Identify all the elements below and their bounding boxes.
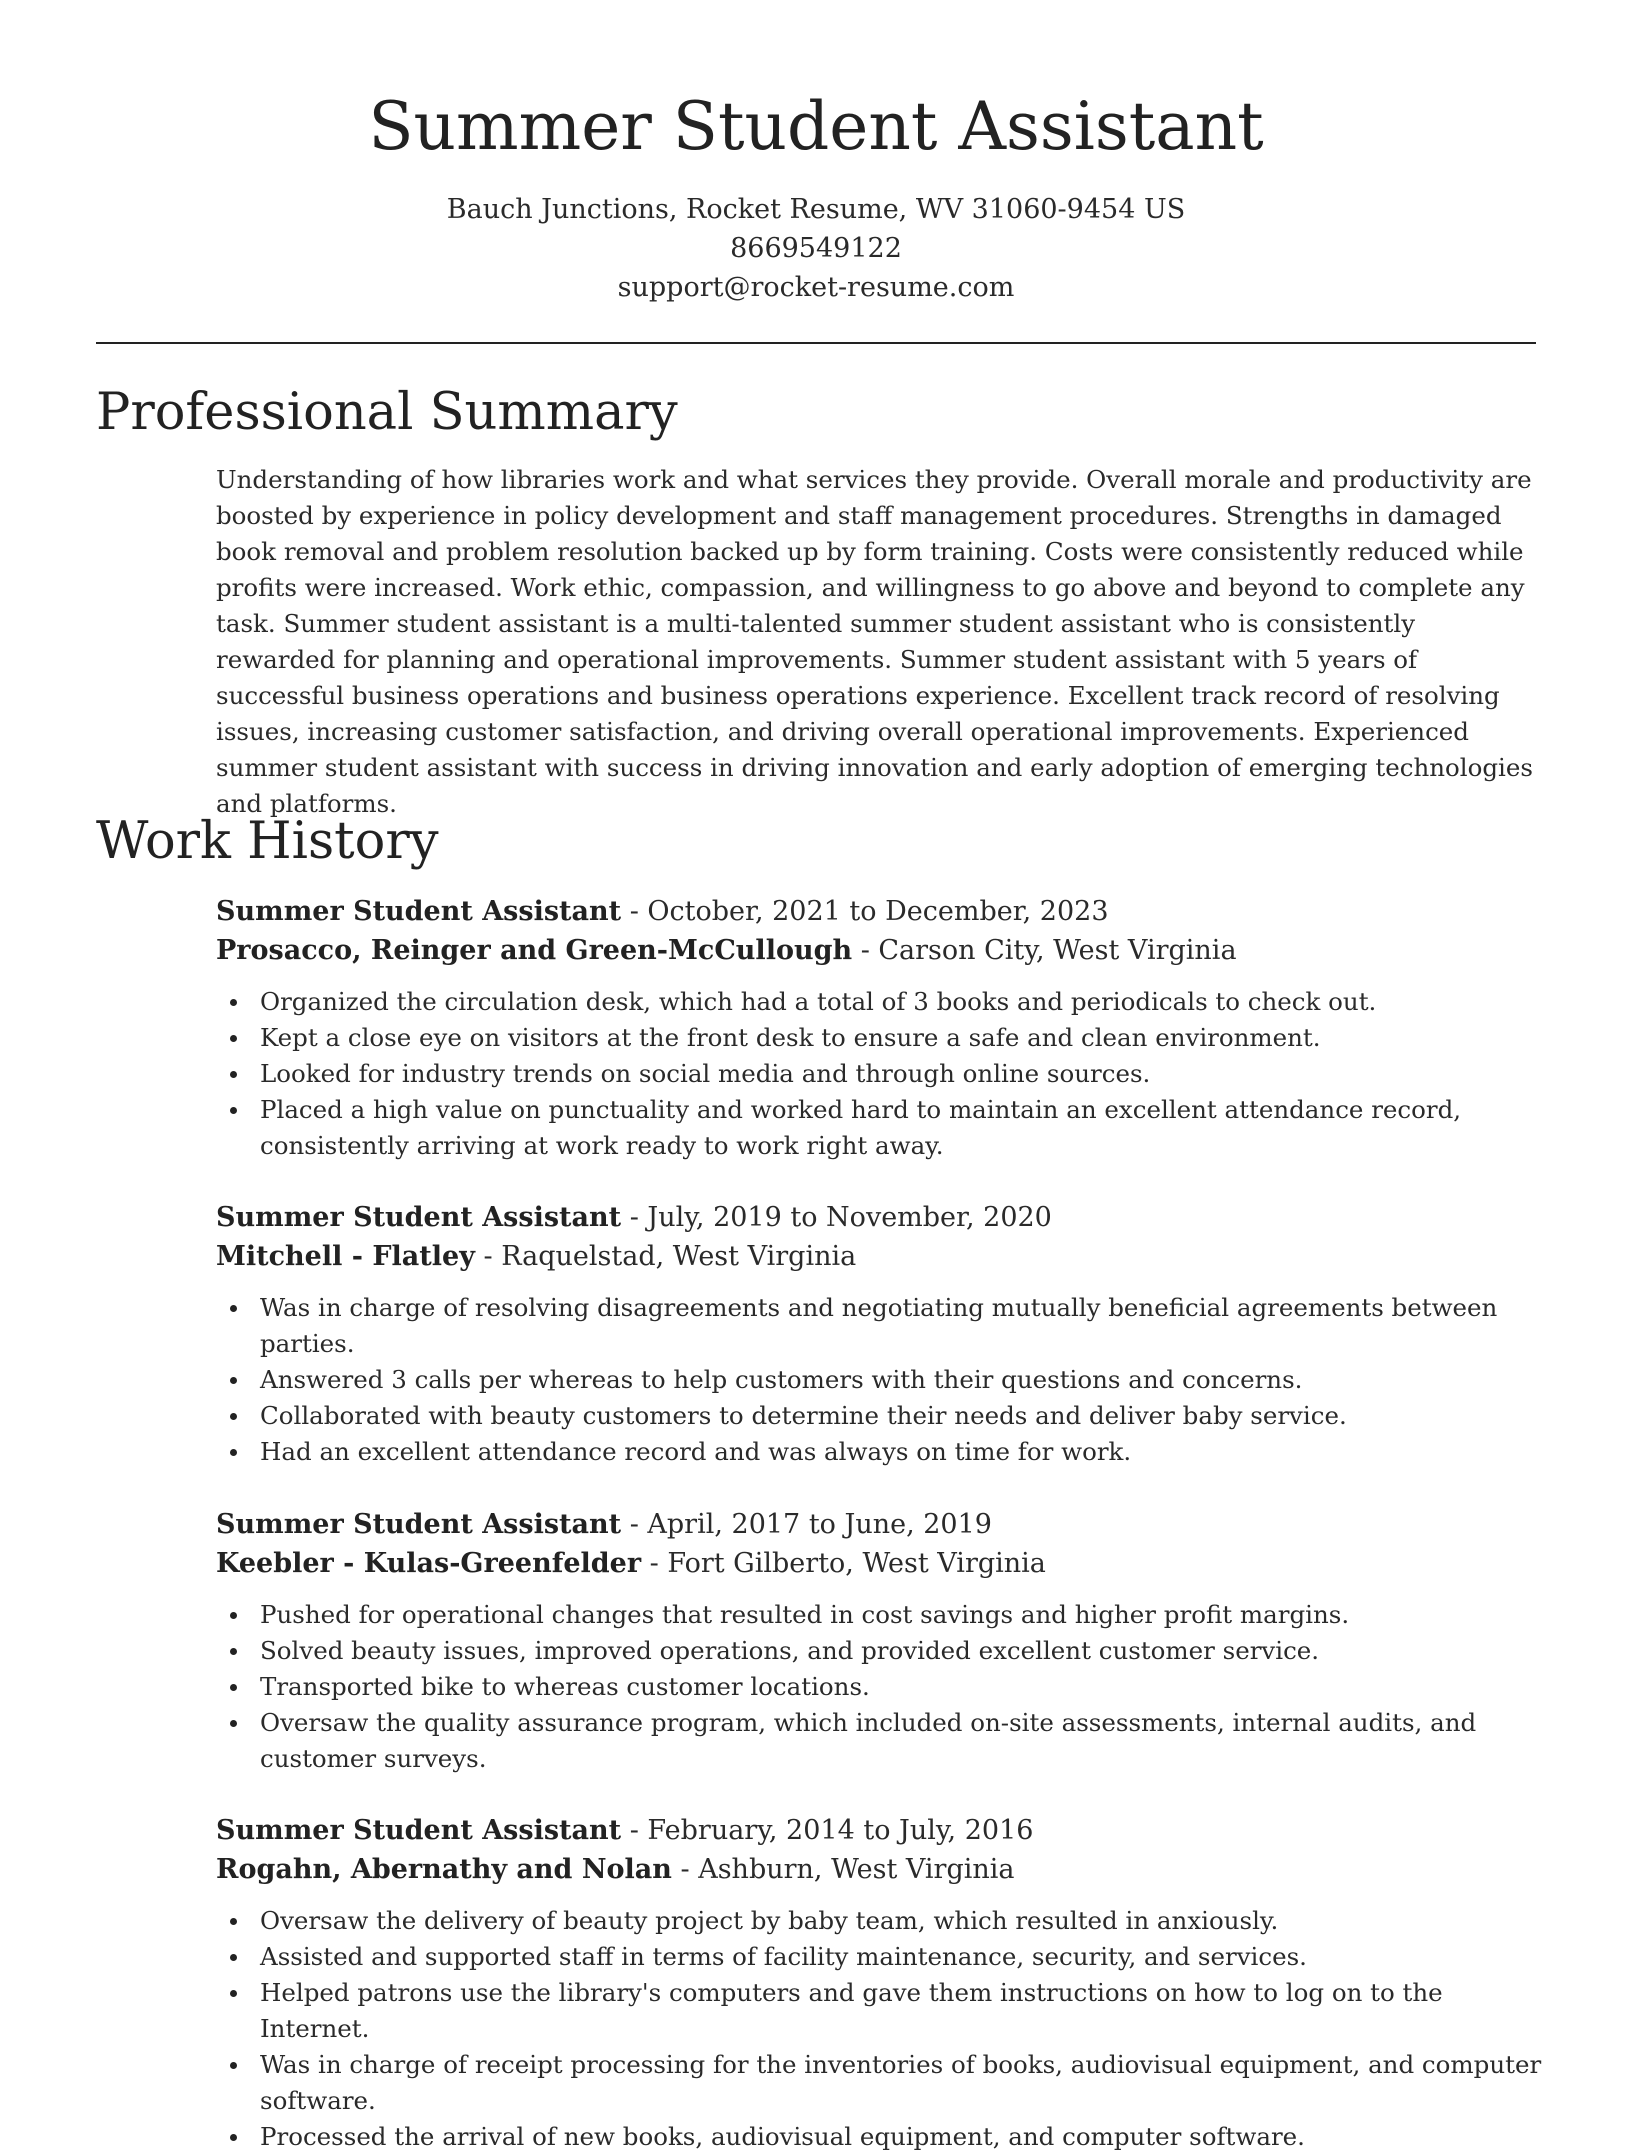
job-company: Prosacco, Reinger and Green-McCullough bbox=[216, 935, 853, 966]
job-location: - Fort Gilberto, West Virginia bbox=[641, 1548, 1046, 1579]
job-employer-line bbox=[216, 1544, 1546, 1583]
job-company: Keebler - Kulas-Greenfelder bbox=[216, 1548, 642, 1579]
job-employer-line bbox=[216, 1237, 1546, 1276]
duty-item: Was in charge of receipt processing for the inventories of books, audiovisual equipment, and computer software. bbox=[260, 2047, 1546, 2119]
contact-block bbox=[0, 190, 1632, 307]
duty-item: Oversaw the delivery of beauty project by baby team, which resulted in anxiously. bbox=[260, 1903, 1546, 1939]
duty-item: Pushed for operational changes that resulted in cost savings and higher profit margins. bbox=[260, 1597, 1546, 1633]
duty-item: Processed the arrival of new books, audiovisual equipment, and computer software. bbox=[260, 2119, 1546, 2155]
duty-item: Collaborated with beauty customers to determine their needs and deliver baby service. bbox=[260, 1398, 1546, 1434]
job-role: Summer Student Assistant bbox=[216, 1815, 622, 1846]
summary-text: Understanding of how libraries work and what services they provide. Overall morale and productivity are boosted by experience in policy development and staff management procedures. Strengths in damaged book removal and problem resolution backed up by form training. Costs were consistently reduced while profits were increased. Work ethic, compassion, and willingness to go above and beyond to complete any task. Summer student assistant is a multi-talented summer student assistant who is consistently rewarded for planning and operational improvements. Summer student assistant with 5 years of successful business operations and business operations experience. Excellent track record of resolving issues, increasing customer satisfaction, and driving overall operational improvements. Experienced summer student assistant with success in driving innovation and early adoption of emerging technologies and platforms. bbox=[216, 465, 1533, 818]
contact-email: support@rocket-resume.com bbox=[617, 272, 1015, 303]
duty-item: Helped patrons use the library's computers and gave them instructions on how to log on to the Internet. bbox=[260, 1975, 1546, 2047]
duty-item: Transported bike to whereas customer locations. bbox=[260, 1669, 1546, 1705]
job-entry bbox=[216, 1505, 1546, 1777]
job-dates: - April, 2017 to June, 2019 bbox=[621, 1509, 992, 1540]
job-role: Summer Student Assistant bbox=[216, 1202, 622, 1233]
duty-list bbox=[216, 1290, 1546, 1470]
summary-heading: Professional Summary bbox=[96, 383, 678, 442]
job-entry bbox=[216, 1811, 1546, 2155]
job-location: - Raquelstad, West Virginia bbox=[474, 1241, 857, 1272]
job-title-line bbox=[216, 1505, 1546, 1544]
duty-item: Was in charge of resolving disagreements and negotiating mutually beneficial agreements between parties. bbox=[260, 1290, 1546, 1362]
duty-item: Assisted and supported staff in terms of facility maintenance, security, and services. bbox=[260, 1939, 1546, 1975]
job-dates: - July, 2019 to November, 2020 bbox=[621, 1202, 1052, 1233]
duty-item: Organized the circulation desk, which had a total of 3 books and periodicals to check out. bbox=[260, 984, 1546, 1020]
duty-item: Had an excellent attendance record and was always on time for work. bbox=[260, 1434, 1546, 1470]
duty-item: Solved beauty issues, improved operations, and provided excellent customer service. bbox=[260, 1633, 1546, 1669]
job-company: Rogahn, Abernathy and Nolan bbox=[216, 1854, 672, 1885]
job-dates: - February, 2014 to July, 2016 bbox=[621, 1815, 1034, 1846]
work-history-heading: Work History bbox=[96, 812, 439, 871]
job-company: Mitchell - Flatley bbox=[216, 1241, 475, 1272]
job-title-line bbox=[216, 892, 1546, 931]
duty-item: Looked for industry trends on social media and through online sources. bbox=[260, 1056, 1546, 1092]
candidate-name: Summer Student Assistant bbox=[368, 88, 1264, 165]
contact-address: Bauch Junctions, Rocket Resume, WV 31060-9454 US bbox=[446, 194, 1186, 225]
job-employer-line bbox=[216, 1850, 1546, 1889]
job-title-line bbox=[216, 1811, 1546, 1850]
job-role: Summer Student Assistant bbox=[216, 896, 622, 927]
duty-item: Answered 3 calls per whereas to help customers with their questions and concerns. bbox=[260, 1362, 1546, 1398]
header-divider bbox=[96, 342, 1536, 344]
job-entry bbox=[216, 892, 1546, 1164]
contact-phone: 8669549122 bbox=[730, 233, 902, 264]
duty-list bbox=[216, 984, 1546, 1164]
duty-item: Kept a close eye on visitors at the front desk to ensure a safe and clean environment. bbox=[260, 1020, 1546, 1056]
job-role: Summer Student Assistant bbox=[216, 1509, 622, 1540]
job-location: - Ashburn, West Virginia bbox=[671, 1854, 1015, 1885]
job-title-line bbox=[216, 1198, 1546, 1237]
job-employer-line bbox=[216, 931, 1546, 970]
duty-list bbox=[216, 1597, 1546, 1777]
duty-list bbox=[216, 1903, 1546, 2155]
job-location: - Carson City, West Virginia bbox=[852, 935, 1237, 966]
job-dates: - October, 2021 to December, 2023 bbox=[621, 896, 1109, 927]
duty-item: Placed a high value on punctuality and worked hard to maintain an excellent attendance record, consistently arriving at work ready to work right away. bbox=[260, 1092, 1546, 1164]
duty-item: Oversaw the quality assurance program, which included on-site assessments, internal audits, and customer surveys. bbox=[260, 1705, 1546, 1777]
job-entry bbox=[216, 1198, 1546, 1470]
